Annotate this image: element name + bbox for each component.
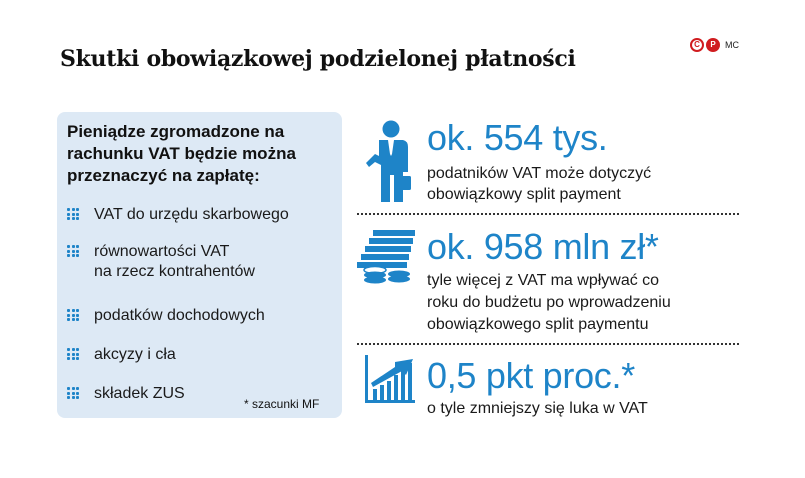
dots-bullet-icon	[67, 245, 79, 257]
stat-desc-line: tyle więcej z VAT ma wpływać co	[427, 272, 660, 289]
stat-desc-line: o tyle zmniejszy się luka w VAT	[427, 400, 648, 417]
list-item-text: podatków dochodowych	[94, 307, 265, 324]
author-initials: MC	[725, 40, 739, 50]
page-title: Skutki obowiązkowej podzielonej płatności	[60, 46, 576, 72]
logo-p: P	[706, 38, 720, 52]
stat-desc-line: roku do budżetu po wprowadzeniu	[427, 294, 671, 311]
stat-value: ok. 958 mln zł*	[427, 226, 659, 267]
stat-value: ok. 554 tys.	[427, 117, 608, 158]
dots-bullet-icon	[67, 309, 79, 321]
growth-chart-icon	[365, 355, 415, 403]
info-panel	[57, 112, 342, 418]
dots-bullet-icon	[67, 348, 79, 360]
stat-desc-line: obowiązkowego split paymentu	[427, 316, 649, 333]
divider	[357, 343, 739, 345]
divider	[357, 213, 739, 215]
stat-desc-line: podatników VAT może dotyczyć	[427, 165, 652, 182]
list-item-text: równowartości VAT	[94, 243, 230, 260]
businessman-icon	[366, 120, 412, 202]
panel-heading-line: Pieniądze zgromadzone na	[67, 122, 285, 141]
list-item-text: akcyzy i cła	[94, 346, 176, 363]
panel-heading-line: przeznaczyć na zapłatę:	[67, 166, 260, 185]
list-item-text: składek ZUS	[94, 385, 185, 402]
list-item-text: na rzecz kontrahentów	[94, 263, 255, 280]
stat-value: 0,5 pkt proc.*	[427, 355, 635, 396]
logo-c: C	[690, 38, 704, 52]
publisher-logo	[690, 38, 739, 52]
stat-desc-line: obowiązkowy split payment	[427, 186, 621, 203]
money-coins-icon	[355, 226, 417, 284]
footnote: * szacunki MF	[244, 397, 320, 411]
dots-bullet-icon	[67, 208, 79, 220]
dots-bullet-icon	[67, 387, 79, 399]
panel-heading	[67, 121, 337, 187]
panel-heading-line: rachunku VAT będzie można	[67, 144, 296, 163]
list-item-text: VAT do urzędu skarbowego	[94, 206, 289, 223]
